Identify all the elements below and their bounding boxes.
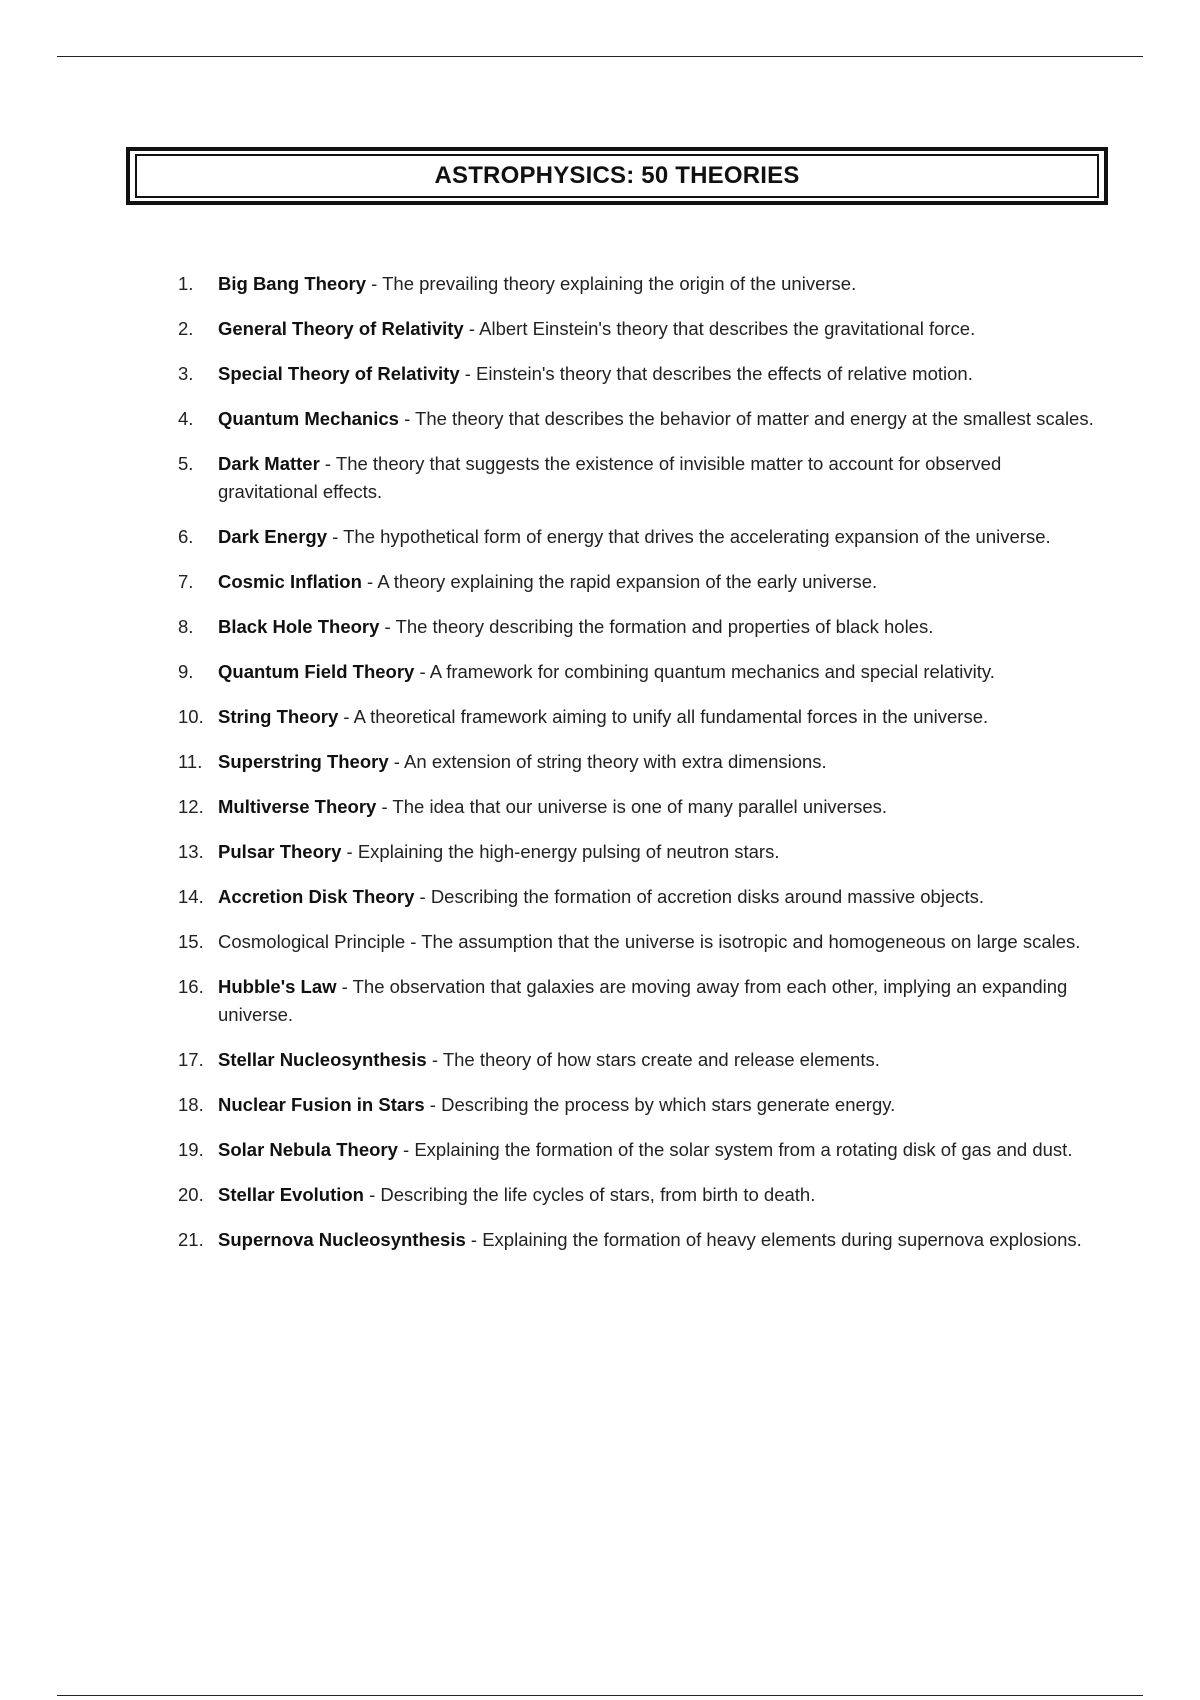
list-item-body — [218, 1226, 1098, 1254]
theory-term: Quantum Mechanics — [218, 408, 399, 429]
footer-rule — [57, 1695, 1143, 1696]
theory-description: - Albert Einstein's theory that describes the gravitational force. — [463, 318, 976, 339]
list-item-number: 15. — [178, 931, 204, 952]
theory-term: Pulsar Theory — [218, 841, 342, 862]
list-item-body — [218, 1046, 1098, 1074]
list-item-body — [218, 1181, 1098, 1209]
list-item-body — [218, 973, 1098, 1029]
list-item-number: 5. — [178, 453, 194, 474]
list-item — [178, 883, 1098, 911]
list-item-number: 7. — [178, 571, 194, 592]
list-item-number: 3. — [178, 363, 194, 384]
theory-term: Dark Matter — [218, 453, 320, 474]
list-item — [178, 703, 1098, 731]
list-item — [178, 1226, 1098, 1254]
title-box — [126, 147, 1108, 205]
list-item-number: 12. — [178, 796, 204, 817]
theory-term: Superstring Theory — [218, 751, 389, 772]
theory-list — [178, 270, 1098, 1271]
list-item-body — [218, 793, 1098, 821]
theory-description: - A framework for combining quantum mechanics and special relativity. — [414, 661, 995, 682]
list-item-number: 13. — [178, 841, 204, 862]
theory-term: String Theory — [218, 706, 339, 727]
list-item-number: 18. — [178, 1094, 204, 1115]
list-item — [178, 568, 1098, 596]
list-item — [178, 1181, 1098, 1209]
theory-term: Hubble's Law — [218, 976, 337, 997]
list-item — [178, 360, 1098, 388]
list-item — [178, 523, 1098, 551]
theory-term: Special Theory of Relativity — [218, 363, 460, 384]
list-item-body — [218, 568, 1098, 596]
list-item-number: 20. — [178, 1184, 204, 1205]
theory-description: - The idea that our universe is one of many parallel universes. — [376, 796, 888, 817]
list-item — [178, 613, 1098, 641]
list-item-body — [218, 1136, 1098, 1164]
list-item-body — [218, 450, 1098, 506]
theory-description: - The prevailing theory explaining the origin of the universe. — [366, 273, 857, 294]
theory-description: - A theoretical framework aiming to unify all fundamental forces in the universe. — [338, 706, 989, 727]
list-item-number: 6. — [178, 526, 194, 547]
list-item — [178, 1136, 1098, 1164]
list-item-body — [218, 703, 1098, 731]
theory-term: General Theory of Relativity — [218, 318, 464, 339]
theory-term: Supernova Nucleosynthesis — [218, 1229, 466, 1250]
theory-description: - The theory describing the formation and properties of black holes. — [379, 616, 934, 637]
theory-description: - Describing the process by which stars generate energy. — [424, 1094, 896, 1115]
list-item — [178, 315, 1098, 343]
theory-term: Stellar Evolution — [218, 1184, 364, 1205]
list-item-number: 17. — [178, 1049, 204, 1070]
list-item — [178, 450, 1098, 506]
theory-term: Big Bang Theory — [218, 273, 367, 294]
list-item-number: 9. — [178, 661, 194, 682]
list-item-body — [218, 838, 1098, 866]
theory-term: Dark Energy — [218, 526, 327, 547]
list-item-number: 21. — [178, 1229, 204, 1250]
list-item-number: 4. — [178, 408, 194, 429]
theory-description: - The hypothetical form of energy that drives the accelerating expansion of the universe. — [327, 526, 1051, 547]
list-item-body — [218, 658, 1098, 686]
theory-term: Cosmic Inflation — [218, 571, 362, 592]
theory-description: - The theory that describes the behavior of matter and energy at the smallest scales. — [398, 408, 1094, 429]
list-item-body — [218, 748, 1098, 776]
title-box-inner — [135, 154, 1099, 198]
list-item — [178, 658, 1098, 686]
theory-description: - Describing the life cycles of stars, from birth to death. — [363, 1184, 816, 1205]
theory-description: - The assumption that the universe is isotropic and homogeneous on large scales. — [405, 931, 1081, 952]
theory-description: - The observation that galaxies are moving away from each other, implying an expanding universe. — [218, 976, 1068, 1025]
list-item-number: 1. — [178, 273, 194, 294]
theory-term: Accretion Disk Theory — [218, 886, 415, 907]
theory-description: - Explaining the formation of heavy elements during supernova explosions. — [465, 1229, 1082, 1250]
list-item-body — [218, 1091, 1098, 1119]
page-title: ASTROPHYSICS: 50 THEORIES — [434, 162, 800, 189]
list-item-body — [218, 360, 1098, 388]
list-item-number: 11. — [178, 751, 203, 772]
list-item-body — [218, 928, 1098, 956]
list-item-number: 19. — [178, 1139, 204, 1160]
theory-term: Black Hole Theory — [218, 616, 380, 637]
theory-term: Stellar Nucleosynthesis — [218, 1049, 427, 1070]
theory-description: - Explaining the formation of the solar system from a rotating disk of gas and dust. — [397, 1139, 1073, 1160]
list-item-body — [218, 523, 1098, 551]
list-item — [178, 973, 1098, 1029]
list-item — [178, 928, 1098, 956]
list-item — [178, 838, 1098, 866]
list-item-number: 10. — [178, 706, 204, 727]
theory-description: - The theory that suggests the existence of invisible matter to account for observed gravitational effects. — [218, 453, 1002, 502]
list-item-body — [218, 613, 1098, 641]
list-item-number: 8. — [178, 616, 194, 637]
list-item — [178, 748, 1098, 776]
theory-description: - Explaining the high-energy pulsing of neutron stars. — [341, 841, 780, 862]
list-item-body — [218, 270, 1098, 298]
list-item — [178, 1046, 1098, 1074]
theory-term: Multiverse Theory — [218, 796, 377, 817]
list-item — [178, 405, 1098, 433]
theory-term: Nuclear Fusion in Stars — [218, 1094, 425, 1115]
list-item-body — [218, 405, 1098, 433]
theory-description: - A theory explaining the rapid expansion of the early universe. — [361, 571, 878, 592]
list-item-body — [218, 883, 1098, 911]
header-rule — [57, 56, 1143, 57]
theory-description: - An extension of string theory with extra dimensions. — [388, 751, 827, 772]
list-item — [178, 270, 1098, 298]
list-item-number: 14. — [178, 886, 204, 907]
list-item-number: 2. — [178, 318, 194, 339]
list-item — [178, 1091, 1098, 1119]
theory-term: Cosmological Principle — [218, 931, 406, 952]
theory-term: Solar Nebula Theory — [218, 1139, 398, 1160]
theory-description: - The theory of how stars create and release elements. — [426, 1049, 880, 1070]
theory-description: - Describing the formation of accretion disks around massive objects. — [414, 886, 985, 907]
theory-term: Quantum Field Theory — [218, 661, 415, 682]
list-item-number: 16. — [178, 976, 204, 997]
list-item — [178, 793, 1098, 821]
list-item-body — [218, 315, 1098, 343]
theory-description: - Einstein's theory that describes the effects of relative motion. — [459, 363, 973, 384]
